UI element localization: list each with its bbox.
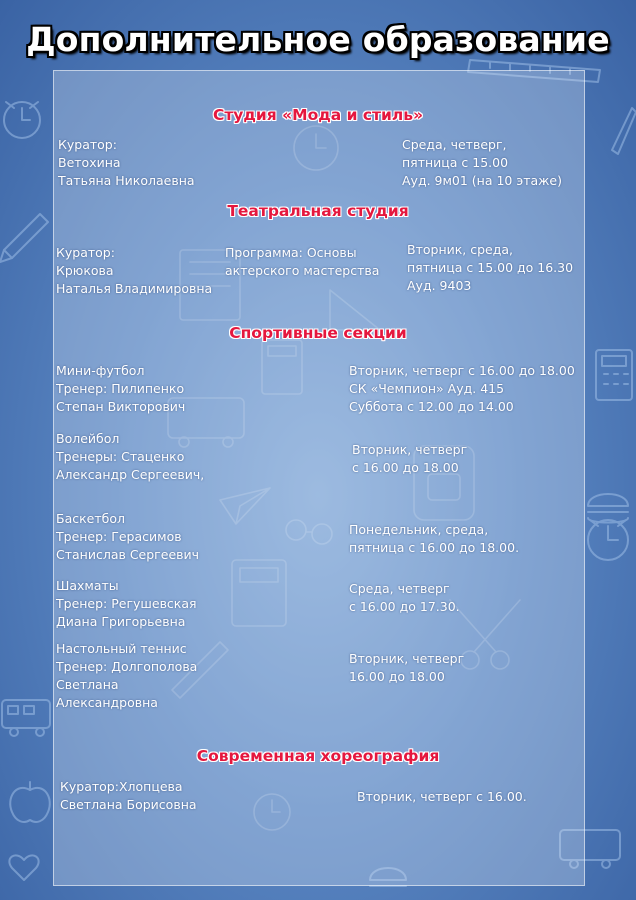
calculator-icon <box>596 350 632 400</box>
pencil-icon <box>0 214 48 262</box>
choreo-curator-line: Куратор:Хлопцева <box>60 779 183 794</box>
moda-schedule-line: Ауд. 9м01 (на 10 этаже) <box>402 173 562 188</box>
theatre-curator-line: Крюкова <box>56 263 114 278</box>
basketball-info-line: Баскетбол <box>56 511 125 526</box>
football-schedule-line: Вторник, четверг с 16.00 до 18.00 <box>349 363 575 378</box>
basketball-schedule-line: пятница с 16.00 до 18.00. <box>349 540 520 555</box>
theatre-schedule-line: Вторник, среда, <box>407 242 514 257</box>
basketball-schedule-line: Понедельник, среда, <box>349 522 489 537</box>
choreo-schedule-line: Вторник, четверг с 16.00. <box>357 789 527 804</box>
tabletennis-schedule-line: Вторник, четверг <box>349 651 465 666</box>
theatre-program-line: Программа: Основы <box>225 245 357 260</box>
tabletennis-info-line: Светлана <box>56 677 119 692</box>
chess-schedule-line: Среда, четверг <box>349 581 450 596</box>
volleyball-schedule <box>352 441 467 477</box>
volleyball-info-line: Александр Сергеевич, <box>56 467 205 482</box>
theatre-curator <box>56 244 212 298</box>
tabletennis-schedule-line: 16.00 до 18.00 <box>349 669 445 684</box>
basketball-info <box>56 510 199 564</box>
volleyball-info <box>56 430 204 484</box>
chess-info-line: Шахматы <box>56 578 119 593</box>
moda-schedule <box>402 136 562 190</box>
chess-info <box>56 577 197 631</box>
theatre-program-line: актерского мастерства <box>225 263 380 278</box>
moda-schedule-line: пятница с 15.00 <box>402 155 509 170</box>
theatre-curator-line: Наталья Владимировна <box>56 281 213 296</box>
football-schedule <box>349 362 575 416</box>
choreo-schedule <box>357 788 527 806</box>
section-heading-theatre: Театральная студия <box>227 202 409 220</box>
choreo-curator <box>60 778 197 814</box>
football-schedule-line: СК «Чемпион» Ауд. 415 <box>349 381 505 396</box>
heart-icon <box>9 855 38 880</box>
volleyball-schedule-line: Вторник, четверг <box>352 442 468 457</box>
apple-icon <box>10 782 50 822</box>
alarm-clock-icon <box>588 520 628 560</box>
chess-info-line: Диана Григорьевна <box>56 614 186 629</box>
moda-curator-line: Куратор: <box>58 137 117 152</box>
section-heading-moda: Студия «Мода и стиль» <box>212 106 424 124</box>
tabletennis-info-line: Настольный теннис <box>56 641 187 656</box>
bus-icon <box>2 700 50 736</box>
volleyball-info-line: Тренеры: Стаценко <box>56 449 185 464</box>
theatre-program <box>225 244 379 280</box>
theatre-schedule-line: Ауд. 9403 <box>407 278 472 293</box>
chess-schedule <box>349 580 460 616</box>
chess-info-line: Тренер: Регушевская <box>56 596 197 611</box>
section-heading-choreo: Современная хореография <box>196 747 440 765</box>
moda-curator-line: Ветохина <box>58 155 121 170</box>
section-heading-sport: Спортивные секции <box>229 324 407 342</box>
tabletennis-info <box>56 640 197 712</box>
basketball-schedule <box>349 521 519 557</box>
tabletennis-info-line: Тренер: Долгополова <box>56 659 198 674</box>
football-schedule-line: Суббота с 12.00 до 14.00 <box>349 399 514 414</box>
moda-curator <box>58 136 195 190</box>
volleyball-schedule-line: с 16.00 до 18.00 <box>352 460 459 475</box>
theatre-curator-line: Куратор: <box>56 245 115 260</box>
moda-curator-line: Татьяна Николаевна <box>58 173 195 188</box>
tabletennis-schedule <box>349 650 464 686</box>
theatre-schedule <box>407 241 573 295</box>
burger-icon <box>588 494 628 523</box>
football-info-line: Степан Викторович <box>56 399 186 414</box>
football-info-line: Мини-футбол <box>56 363 145 378</box>
page-title: Дополнительное образование <box>26 20 610 59</box>
choreo-curator-line: Светлана Борисовна <box>60 797 197 812</box>
basketball-info-line: Тренер: Герасимов <box>56 529 182 544</box>
basketball-info-line: Станислав Сергеевич <box>56 547 200 562</box>
football-info-line: Тренер: Пилипенко <box>56 381 185 396</box>
football-info <box>56 362 185 416</box>
theatre-schedule-line: пятница с 15.00 до 16.30 <box>407 260 574 275</box>
chess-schedule-line: с 16.00 до 17.30. <box>349 599 460 614</box>
tabletennis-info-line: Александровна <box>56 695 158 710</box>
moda-schedule-line: Среда, четверг, <box>402 137 507 152</box>
volleyball-info-line: Волейбол <box>56 431 120 446</box>
